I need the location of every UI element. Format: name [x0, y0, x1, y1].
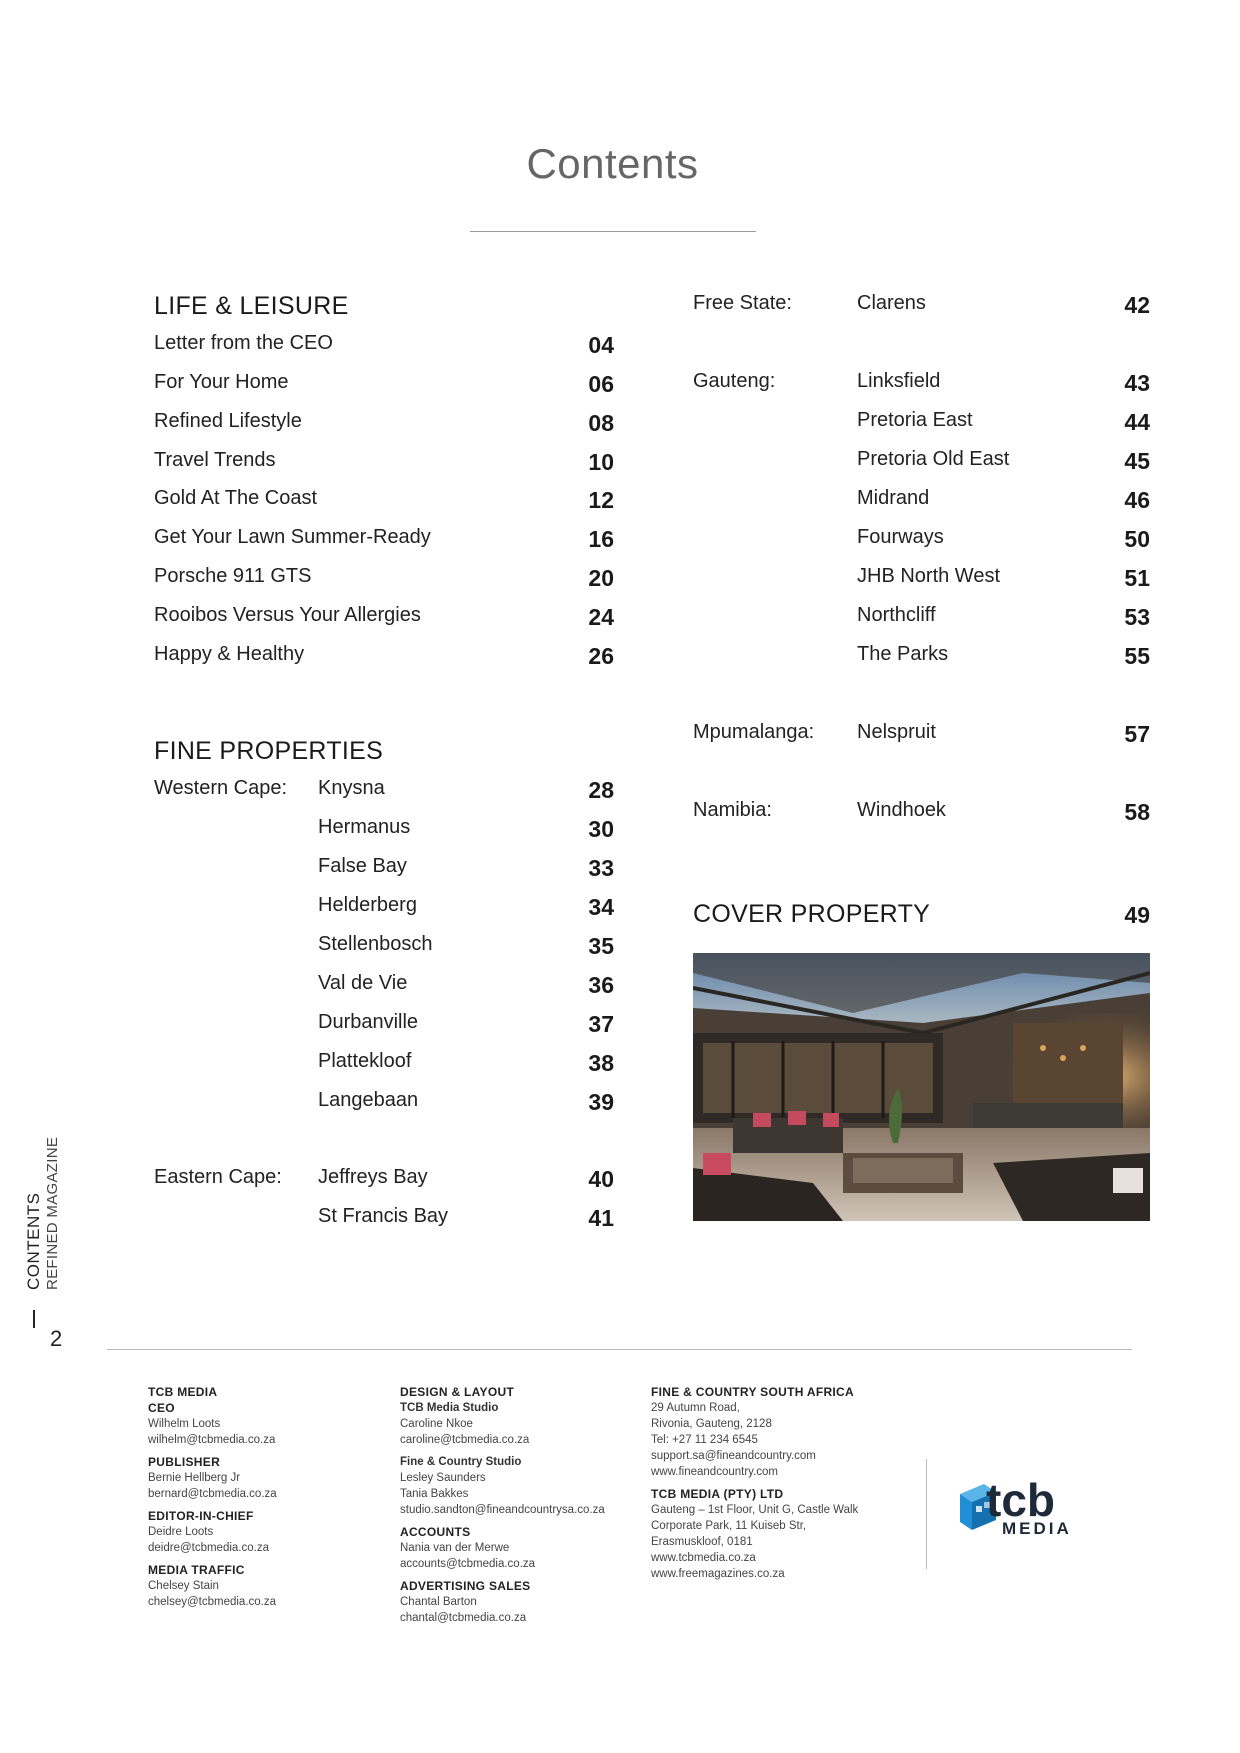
toc-entry-label: Midrand: [857, 487, 930, 509]
toc-entry-page: 58: [1124, 799, 1150, 825]
footer-phone: Tel: +27 11 234 6545: [651, 1434, 758, 1446]
toc-entry-page: 43: [1124, 370, 1150, 396]
toc-entry[interactable]: [693, 799, 1150, 835]
toc-entry-page: 30: [588, 816, 614, 842]
footer-email[interactable]: wilhelm@tcbmedia.co.za: [148, 1434, 276, 1446]
region-label: Free State:: [693, 292, 792, 314]
toc-entry-page: 16: [588, 526, 614, 552]
side-section-label: [24, 1136, 74, 1330]
toc-entry-label: Hermanus: [318, 816, 411, 838]
toc-entry[interactable]: [693, 370, 1150, 406]
footer-vertical-divider: [926, 1459, 927, 1569]
tcb-media-logo: [956, 1472, 1086, 1544]
toc-entry[interactable]: [693, 448, 1150, 484]
footer-person: Caroline Nkoe: [400, 1418, 473, 1430]
toc-entry-label: False Bay: [318, 855, 407, 877]
footer-company: TCB MEDIA: [148, 1385, 218, 1399]
toc-entry-page: 44: [1124, 409, 1150, 435]
footer-role-title: MEDIA TRAFFIC: [148, 1563, 245, 1577]
toc-entry-label: Stellenbosch: [318, 933, 433, 955]
toc-entry-page: 38: [588, 1050, 614, 1076]
footer-design-column: [400, 1384, 605, 1626]
toc-entry[interactable]: [154, 487, 614, 523]
toc-entry-label: Fourways: [857, 526, 944, 548]
toc-entry-page: 24: [588, 604, 614, 630]
toc-entry[interactable]: [154, 1166, 614, 1202]
footer-person: Tania Bakkes: [400, 1488, 469, 1500]
footer-org-title: FINE & COUNTRY SOUTH AFRICA: [651, 1385, 854, 1399]
footer-staff-column: [148, 1384, 277, 1610]
region-label: Namibia:: [693, 799, 772, 821]
footer-email[interactable]: caroline@tcbmedia.co.za: [400, 1434, 530, 1446]
toc-entry[interactable]: [693, 565, 1150, 601]
toc-entry-page: 34: [588, 894, 614, 920]
page-title: Contents: [526, 140, 699, 187]
cover-property-photo: [693, 953, 1150, 1221]
footer-person: Nania van der Merwe: [400, 1542, 510, 1554]
cover-property-entry[interactable]: [693, 900, 1150, 929]
toc-entry[interactable]: [154, 1011, 614, 1047]
toc-entry-page: 53: [1124, 604, 1150, 630]
toc-entry[interactable]: [154, 371, 614, 407]
cover-property-page: 49: [1124, 902, 1150, 928]
footer-role-title: CEO: [148, 1401, 175, 1415]
toc-entry-page: 55: [1124, 643, 1150, 669]
footer-email[interactable]: chantal@tcbmedia.co.za: [400, 1612, 527, 1624]
logo-subtext: MEDIA: [1002, 1519, 1072, 1538]
toc-entry-label: Langebaan: [318, 1089, 419, 1111]
toc-entry[interactable]: [693, 487, 1150, 523]
toc-entry-page: 41: [588, 1205, 614, 1231]
toc-entry[interactable]: [693, 643, 1150, 679]
footer-person: Deidre Loots: [148, 1526, 214, 1538]
side-divider: [33, 1310, 35, 1328]
toc-entry-page: 04: [588, 332, 614, 358]
toc-entry-label: Northcliff: [857, 604, 936, 626]
toc-entry-page: 45: [1124, 448, 1150, 474]
footer-person: Wilhelm Loots: [148, 1418, 221, 1430]
footer-address-line: Rivonia, Gauteng, 2128: [651, 1418, 772, 1430]
toc-entry-label: Plattekloof: [318, 1050, 412, 1072]
toc-entry-label: For Your Home: [154, 371, 289, 393]
toc-entry-label: Clarens: [857, 292, 926, 314]
toc-entry-page: 37: [588, 1011, 614, 1037]
toc-entry[interactable]: [693, 604, 1150, 640]
footer-role-title: DESIGN & LAYOUT: [400, 1385, 515, 1399]
footer-person: Chelsey Stain: [148, 1580, 219, 1592]
page-number: 2: [50, 1326, 63, 1351]
life-leisure-heading: LIFE & LEISURE: [154, 292, 349, 320]
footer-person: Chantal Barton: [400, 1596, 477, 1608]
footer-divider: [107, 1349, 1132, 1350]
footer-role-title: ACCOUNTS: [400, 1525, 471, 1539]
toc-entry-label: Gold At The Coast: [154, 487, 318, 509]
toc-entry-page: 08: [588, 410, 614, 436]
footer-role-title: EDITOR-IN-CHIEF: [148, 1509, 254, 1523]
footer-person: Lesley Saunders: [400, 1472, 486, 1484]
toc-entry-label: Letter from the CEO: [154, 332, 333, 354]
footer-person: Bernie Hellberg Jr: [148, 1472, 241, 1484]
toc-entry-page: 39: [588, 1089, 614, 1115]
region-label: Mpumalanga:: [693, 721, 815, 743]
toc-entry-page: 10: [588, 449, 614, 475]
toc-entry-label: Get Your Lawn Summer-Ready: [154, 526, 431, 548]
toc-entry-page: 46: [1124, 487, 1150, 513]
toc-entry-label: Val de Vie: [318, 972, 408, 994]
footer-role-title: PUBLISHER: [148, 1455, 221, 1469]
footer-email[interactable]: bernard@tcbmedia.co.za: [148, 1488, 277, 1500]
footer-email[interactable]: accounts@tcbmedia.co.za: [400, 1558, 536, 1570]
toc-entry-label: Windhoek: [857, 799, 946, 821]
footer-email[interactable]: studio.sandton@fineandcountrysa.co.za: [400, 1504, 605, 1516]
region-label: Gauteng:: [693, 370, 776, 392]
side-magazine-name: REFINED MAGAZINE: [44, 1136, 61, 1290]
toc-entry-page: 20: [588, 565, 614, 591]
cover-property-heading: COVER PROPERTY: [693, 900, 931, 928]
toc-entry-label: Pretoria Old East: [857, 448, 1010, 470]
toc-entry-page: 12: [588, 487, 614, 513]
footer-org-title: TCB MEDIA (PTY) LTD: [651, 1487, 784, 1501]
toc-entry-page: 35: [588, 933, 614, 959]
toc-entry[interactable]: [154, 449, 614, 485]
toc-entry-label: Jeffreys Bay: [318, 1166, 428, 1188]
toc-entry-page: 50: [1124, 526, 1150, 552]
toc-entry-label: Helderberg: [318, 894, 417, 916]
toc-entry[interactable]: [154, 855, 614, 891]
fine-properties-heading: FINE PROPERTIES: [154, 737, 384, 765]
logo-wordmark: tcb: [986, 1474, 1055, 1526]
footer-studio-name: Fine & Country Studio: [400, 1456, 522, 1468]
toc-entry[interactable]: [693, 292, 1150, 328]
toc-entry-label: Durbanville: [318, 1011, 419, 1033]
toc-entry-label: The Parks: [857, 643, 949, 665]
footer-address-line: Erasmuskloof, 0181: [651, 1536, 753, 1548]
toc-entry-label: JHB North West: [857, 565, 1000, 587]
toc-entry-label: Refined Lifestyle: [154, 410, 302, 432]
toc-entry-page: 33: [588, 855, 614, 881]
toc-entry-page: 51: [1124, 565, 1150, 591]
footer-email[interactable]: deidre@tcbmedia.co.za: [148, 1542, 269, 1554]
toc-entry[interactable]: [154, 894, 614, 930]
footer-website[interactable]: www.freemagazines.co.za: [651, 1568, 785, 1580]
toc-entry[interactable]: [693, 721, 1150, 757]
toc-entry[interactable]: [154, 410, 614, 446]
toc-entry-label: Knysna: [318, 777, 385, 799]
toc-entry-page: 28: [588, 777, 614, 803]
toc-entry-label: Porsche 911 GTS: [154, 565, 312, 587]
toc-entry-label: Rooibos Versus Your Allergies: [154, 604, 421, 626]
footer-role-title: ADVERTISING SALES: [400, 1579, 531, 1593]
toc-entry[interactable]: [154, 526, 614, 562]
toc-entry[interactable]: [154, 933, 614, 969]
footer-address-column: [651, 1384, 858, 1582]
toc-entry[interactable]: [154, 777, 614, 813]
toc-entry-page: 26: [588, 643, 614, 669]
footer-address-line: Corporate Park, 11 Kuiseb Str,: [651, 1520, 807, 1532]
toc-entry[interactable]: [154, 1050, 614, 1086]
toc-entry[interactable]: [154, 565, 614, 601]
footer-studio-name: TCB Media Studio: [400, 1402, 499, 1414]
toc-entry-label: Linksfield: [857, 370, 941, 392]
toc-entry-page: 57: [1124, 721, 1150, 747]
toc-entry[interactable]: [154, 1205, 614, 1241]
footer-email[interactable]: chelsey@tcbmedia.co.za: [148, 1596, 277, 1608]
region-label: Eastern Cape:: [154, 1166, 282, 1188]
toc-entry-label: Pretoria East: [857, 409, 973, 431]
toc-entry[interactable]: [693, 409, 1150, 445]
toc-entry-label: Nelspruit: [857, 721, 936, 743]
toc-entry[interactable]: [154, 816, 614, 852]
footer-email[interactable]: support.sa@fineandcountry.com: [651, 1450, 816, 1462]
toc-entry[interactable]: [154, 604, 614, 640]
toc-entry[interactable]: [693, 526, 1150, 562]
toc-entry-page: 06: [588, 371, 614, 397]
footer-address-line: 29 Autumn Road,: [651, 1402, 740, 1414]
toc-entry-page: 42: [1124, 292, 1150, 318]
toc-entry[interactable]: [154, 643, 614, 679]
toc-entry-label: Happy & Healthy: [154, 643, 305, 665]
toc-entry-label: Travel Trends: [154, 449, 276, 471]
footer-website[interactable]: www.tcbmedia.co.za: [651, 1552, 756, 1564]
footer-address-line: Gauteng – 1st Floor, Unit G, Castle Walk: [651, 1504, 859, 1516]
toc-entry-label: St Francis Bay: [318, 1205, 449, 1227]
toc-entry[interactable]: [154, 972, 614, 1008]
side-section-name: CONTENTS: [24, 1192, 43, 1290]
toc-entry[interactable]: [154, 1089, 614, 1125]
toc-entry-page: 40: [588, 1166, 614, 1192]
title-divider: [470, 231, 756, 232]
region-label: Western Cape:: [154, 777, 288, 799]
footer-website[interactable]: www.fineandcountry.com: [651, 1466, 778, 1478]
toc-entry-page: 36: [588, 972, 614, 998]
toc-entry[interactable]: [154, 332, 614, 368]
